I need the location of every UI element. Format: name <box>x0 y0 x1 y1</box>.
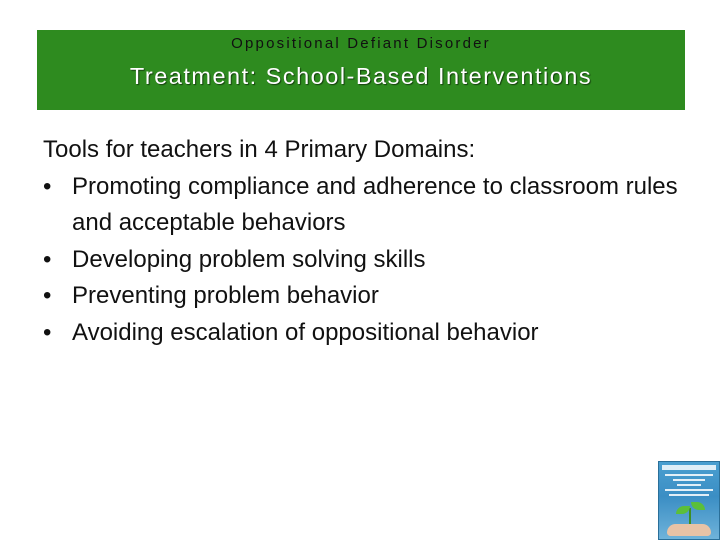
sprout-leaf <box>691 502 705 510</box>
intro-text: Tools for teachers in 4 Primary Domains: <box>43 136 476 163</box>
list-item <box>43 278 683 315</box>
book-title-line <box>669 494 709 496</box>
slide-subtitle: Oppositional Defiant Disorder <box>231 35 491 52</box>
title-banner <box>37 30 685 110</box>
book-title-line <box>665 474 713 476</box>
bullet-label: Developing problem solving skills <box>72 245 426 273</box>
list-item <box>43 242 683 279</box>
sprout-leaf <box>676 506 690 514</box>
slide-content <box>43 132 683 351</box>
bullet-icon: • <box>43 282 52 309</box>
bullet-list <box>43 169 683 352</box>
book-title-line <box>673 479 705 481</box>
book-title-line <box>665 489 713 491</box>
cupped-hands <box>667 524 711 536</box>
bullet-label: Preventing problem behavior <box>72 282 379 309</box>
list-item <box>43 169 683 242</box>
bullet-icon: • <box>43 245 52 273</box>
bullet-icon: • <box>43 172 52 200</box>
bullet-icon: • <box>43 318 52 346</box>
list-item <box>43 315 683 352</box>
slide-title: Treatment: School-Based Interventions <box>129 63 593 89</box>
book-title-line <box>677 484 701 486</box>
bullet-label: Promoting compliance and adherence to classroom rules and acceptable behaviors <box>72 172 678 236</box>
bullet-label: Avoiding escalation of oppositional behavior <box>72 318 539 346</box>
book-header-strip <box>662 465 716 470</box>
book-cover-icon <box>658 461 720 540</box>
